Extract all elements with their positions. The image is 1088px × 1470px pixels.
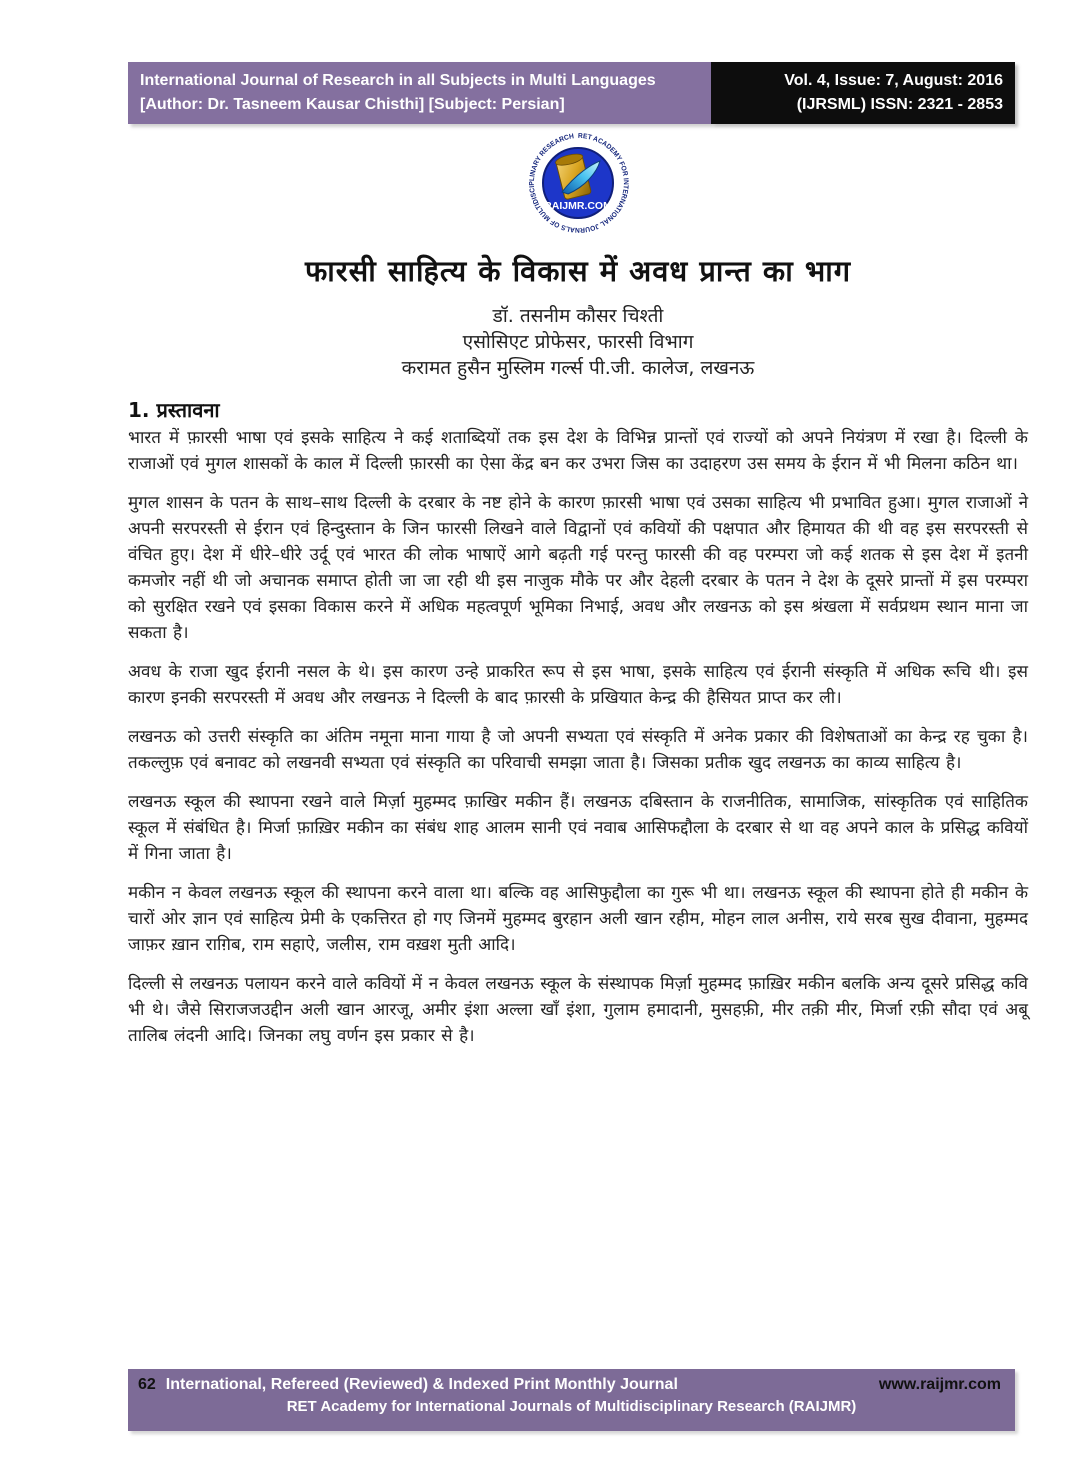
article-content — [128, 251, 1028, 1049]
raijmr-logo-icon — [494, 129, 662, 237]
author-name: डॉ. तसनीम कौसर चिश्ती — [492, 305, 664, 327]
page-number: 62 — [138, 1376, 156, 1393]
logo-ring-text: RET ACADEMY FOR INTERNATIONAL JOURNALS OF MULTIDISCIPLINARY RESEARCH — [528, 132, 629, 234]
section-heading: 1. प्रस्तावना — [128, 398, 220, 422]
author-designation: एसोसिएट प्रोफेसर, फारसी विभाग — [462, 331, 694, 353]
page-title: फारसी साहित्य के विकास में अवध प्रान्त का भाग — [304, 254, 852, 288]
paragraph: अवध के राजा खुद ईरानी नसल के थे। इस कारण उन्हे प्राकरित रूप से इस भाषा, इसके साहित्य एवं ईरानी संस्कृति में अधिक रूचि थी। इस कारण इनकी सरपरस्ती में अवध और लखनऊ ने दिल्ली के बाद फ़ारसी के प्रखियात केन्द्र की हैसियत प्राप्त कर ली। — [128, 662, 1028, 708]
logo-site-text: RAIJMR.COM — [544, 200, 612, 212]
journal-page — [0, 62, 1088, 1470]
issn-line: (IJRSML) ISSN: 2321 - 2853 — [796, 96, 1003, 113]
footer-website: www.raijmr.com — [878, 1376, 1001, 1393]
footer-line1 — [128, 1369, 1015, 1394]
author-affiliation: करामत हुसैन मुस्लिम गर्ल्स पी.जी. कालेज, लखनऊ — [401, 357, 755, 379]
header-band — [128, 62, 1015, 124]
author-subject-line: [Author: Dr. Tasneem Kausar Chisthi] [Subject: Persian] — [140, 96, 565, 113]
header-issue-box — [711, 62, 1015, 124]
paragraph: दिल्ली से लखनऊ पलायन करने वाले कवियों में न केवल लखनऊ स्कूल के संस्थापक मिर्ज़ा मुहम्मद फ़ाख़िर मकीन बलकि अन्य दूसरे प्रसिद्ध कवि भी थे। जैसे सिराजजउद्दीन अली खान आरजू, अमीर इंशा अल्ला खाँ इंशा, गुलाम हमादानी, मुसहफ़ी, मीर तक़ी मीर, मिर्जा रफ़ी सौदा एवं अबू तालिब लंदनी आदि। जिनका लघु वर्णन इस प्रकार से है। — [128, 974, 1028, 1046]
footer-left-group — [138, 1376, 678, 1394]
author-block — [128, 303, 1028, 381]
paragraph: लखनऊ स्कूल की स्थापना रखने वाले मिर्ज़ा मुहम्मद फ़ाखिर मकीन हैं। लखनऊ दबिस्तान के राजनीतिक, सामाजिक, सांस्कृतिक एवं साहितिक स्कूल में संबंधित है। मिर्जा फ़ाख़िर मकीन का संबंध शाह आलम सानी एवं नवाब आसिफद्दौला के दरबार से था वह अपने काल के प्रसिद्ध कवियों में गिना जाता है। — [128, 792, 1028, 864]
paragraph: मकीन न केवल लखनऊ स्कूल की स्थापना करने वाला था। बल्कि वह आसिफुद्दौला का गुरू भी था। लखनऊ स्कूल की स्थापना होते ही मकीन के चारों ओर ज्ञान एवं साहित्य प्रेमी के एकत्तिरत हो गए जिनमें मुहम्मद बुरहान अली खान रहीम, मोहन लाल अनीस, राये सरब सुख दीवाना, मुहम्मद जाफ़र ख़ान राग़िब, राम सहाऐ, जलीस, राम वख़श मुती आदि। — [128, 883, 1028, 955]
footer-academy-line: RET Academy for International Journals of Multidisciplinary Research (RAIJMR) — [286, 1398, 857, 1415]
journal-title: International Journal of Research in all Subjects in Multi Languages — [140, 72, 656, 89]
header-journal-box — [128, 62, 711, 124]
volume-issue-line: Vol. 4, Issue: 7, August: 2016 — [784, 72, 1003, 89]
paragraph: भारत में फ़ारसी भाषा एवं इसके साहित्य ने कई शताब्दियों तक इस देश के विभिन्न प्रान्तों एवं राज्यों को अपने नियंत्रण में रखा है। दिल्ली के राजाओं एवं मुगल शासकों के काल में दिल्ली फ़ारसी का ऐसा केंद्र बन कर उभरा जिस का उदाहरण उस समय के ईरान में भी मिलना कठिन था। — [128, 428, 1028, 474]
logo-container — [128, 129, 1028, 241]
paragraph: मुगल शासन के पतन के साथ–साथ दिल्ली के दरबार के नष्ट होने के कारण फ़ारसी भाषा एवं उसका साहित्य भी प्रभावित हुआ। मुगल राजाओं ने अपनी सरपरस्ती से ईरान एवं हिन्दुस्तान के जिन फारसी लिखने वाले विद्वानों एवं कवियों की पक्षपात और हिमायत की थी वह इस सरपरस्ती से वंचित हुए। देश में धीरे–धीरे उर्दू एवं भारत की लोक भाषाऐं आगे बढ़ती गई परन्तु फारसी की वह परम्परा जो कई शतक से इस देश में इतनी कमजोर नहीं थी जो अचानक समाप्त होती जा जा रही थी इस नाजुक मौके पर और देहली दरबार के पतन ने देश के दूसरे प्रान्तों में इस परम्परा को सुरक्षित रखने एवं इसका विकास करने में अधिक महत्वपूर्ण भूमिका निभाई, अवध और लखनऊ को इस श्रंखला में सर्वप्रथम स्थान माना जा सकता है। — [128, 493, 1028, 643]
footer-journal-type: International, Refereed (Reviewed) & Indexed Print Monthly Journal — [165, 1376, 678, 1393]
paragraph: लखनऊ को उत्तरी संस्कृति का अंतिम नमूना माना गाया है जो अपनी सभ्यता एवं संस्कृति में अनेक प्रकार की विशेषताओं का केन्द्र रह चुका है। तकल्लुफ़ एवं बनावट को लखनवी सभ्यता एवं संस्कृति का परिवाची समझा जाता है। जिसका प्रतीक खुद लखनऊ का काव्य साहित्य है। — [128, 727, 1028, 773]
footer-band — [128, 1369, 1015, 1431]
article-body — [128, 425, 1028, 1049]
